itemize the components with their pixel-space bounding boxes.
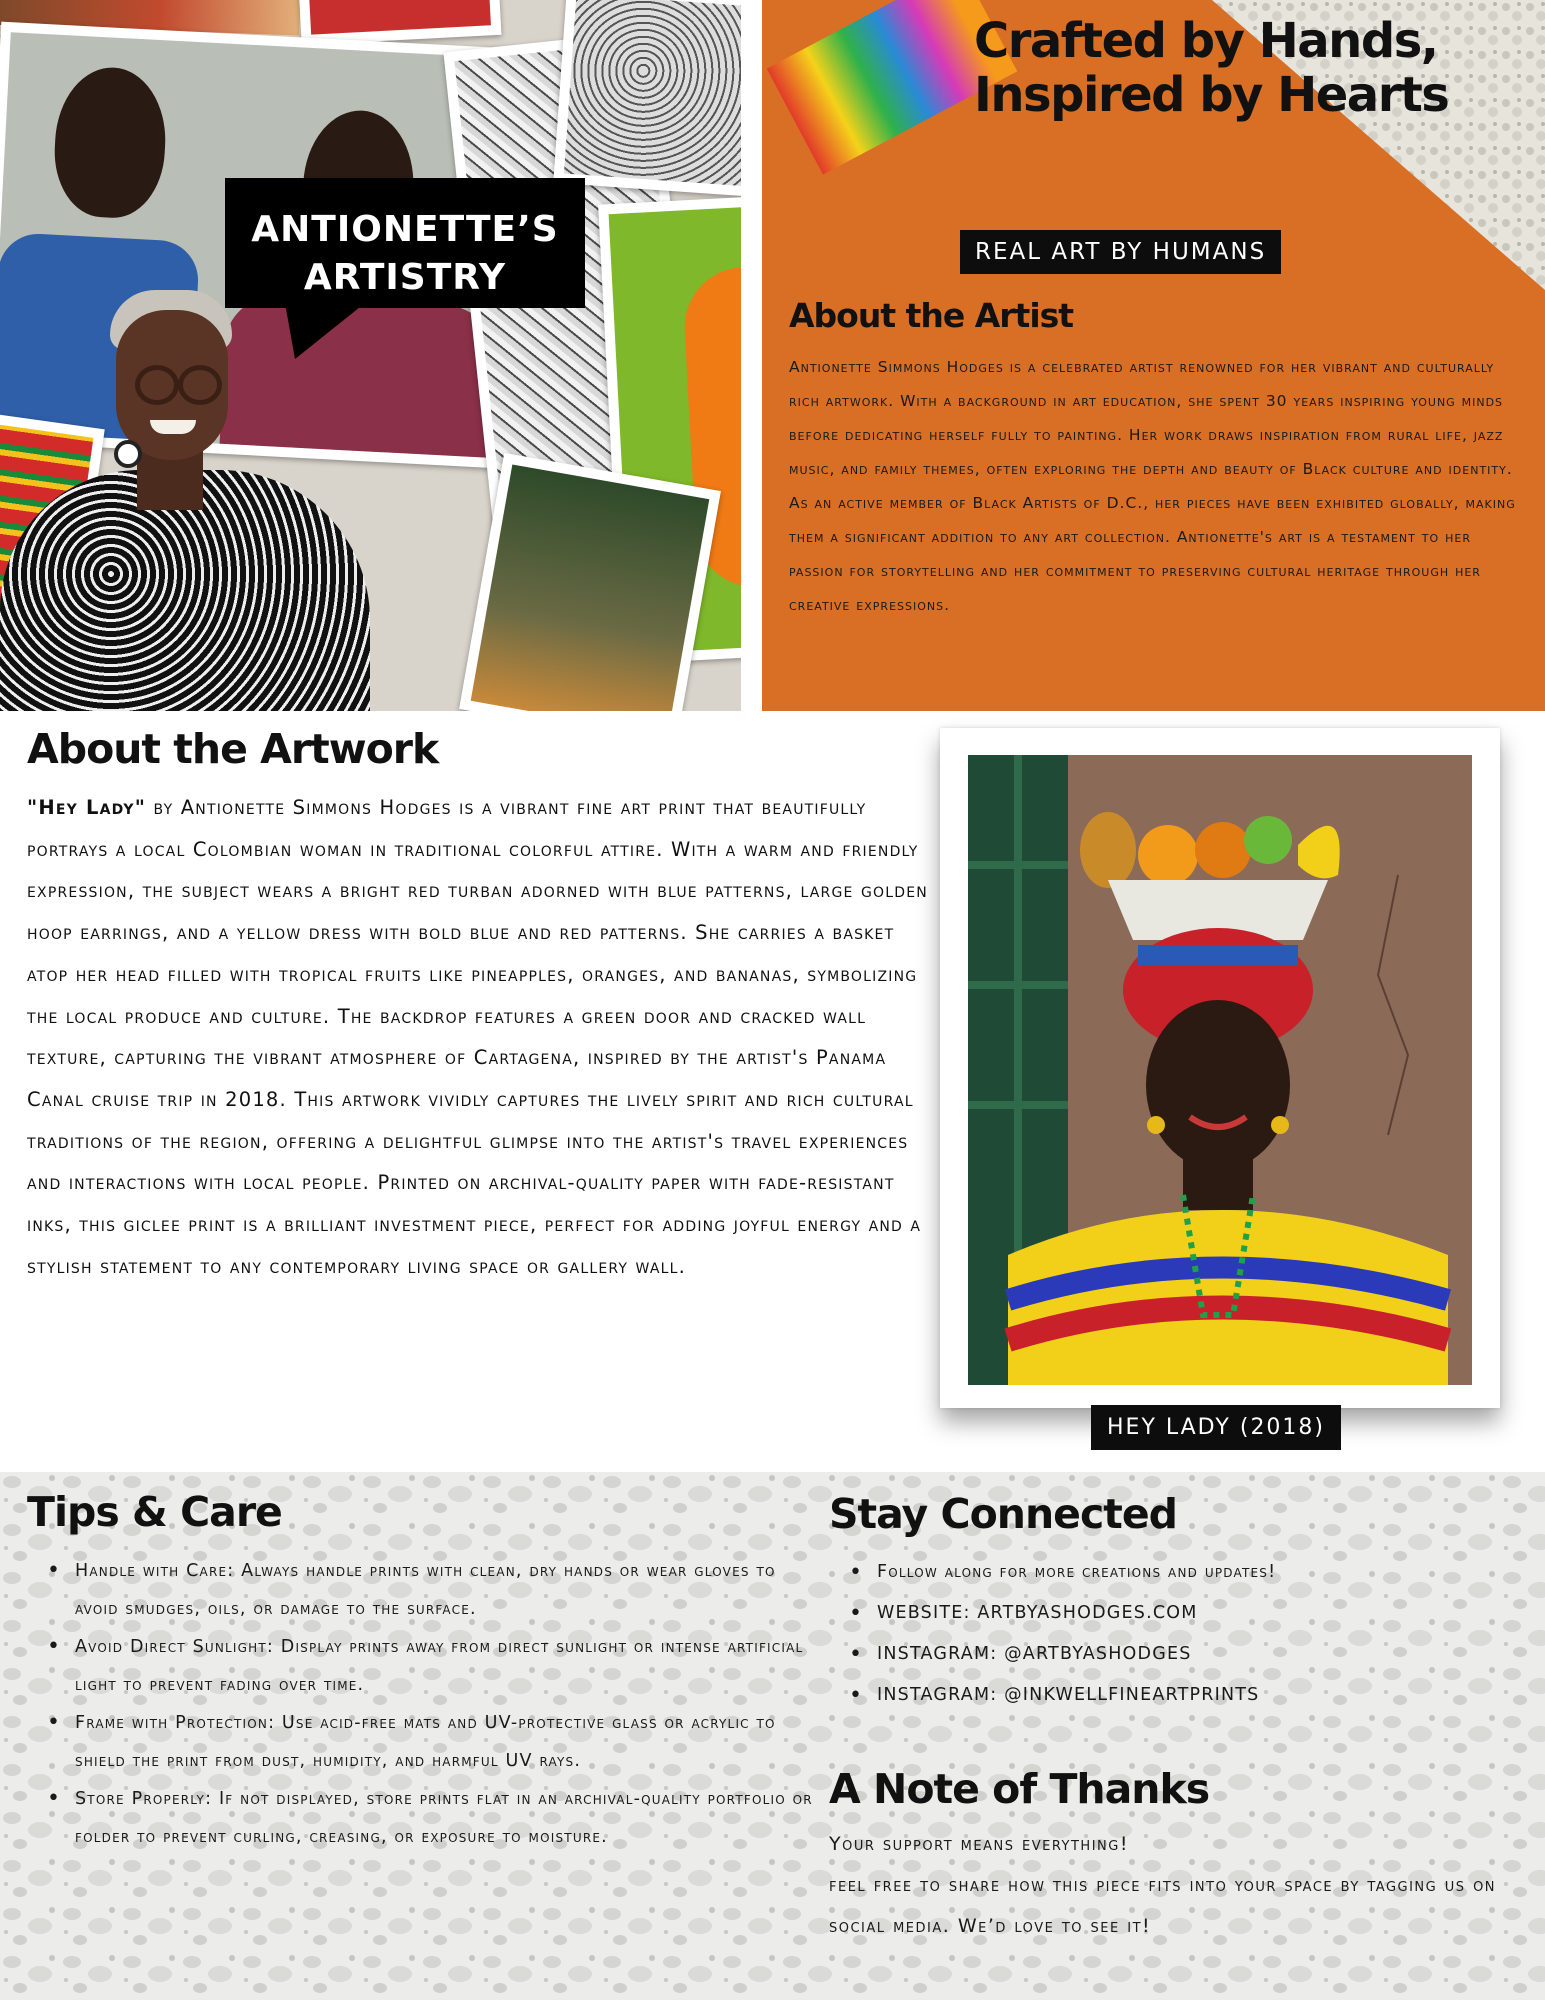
painting-print [459,453,721,711]
about-artist-panel [762,0,1545,711]
hey-lady-painting [968,755,1472,1385]
about-artist-text: Antionette Simmons Hodges is a celebrated artist renowned for her vibrant and culturally rich artwork. With a background in art education, she spent 30 years inspiring young minds before dedicating herself fully to painting. Her work draws inspiration from rural life, jazz music, and family themes, often exploring the depth and beauty of Black culture and identity. As an active member of Black Artists of D.C., her pieces have been exhibited globally, making them a significant addition to any art collection. Antionette's art is a testament to her passion for storytelling and her commitment to preserving cultural heritage through her creative expressions. [789,358,1516,614]
artwork-frame [940,728,1500,1408]
list-item: • Follow along for more creations and updates! [829,1552,1389,1593]
thanks-text [829,1824,1529,1947]
thanks-line-2: feel free to share how this piece fits into your space by tagging us on social media. We’d love to see it! [829,1874,1497,1937]
website-link[interactable]: • WEBSITE: ARTBYASHODGES.COM [829,1593,1389,1634]
artwork-title: "Hey Lady" [27,796,147,819]
thanks-line-1: Your support means everything! [829,1833,1129,1855]
tips-care-heading: Tips & Care [27,1488,282,1536]
tagline-heading: Crafted by Hands, Inspired by Hearts [974,13,1449,123]
speech-bubble-tail [285,303,375,363]
instagram-link[interactable]: • INSTAGRAM: @INKWELLFINEARTPRINTS [829,1675,1389,1716]
tips-list [27,1552,817,1856]
connect-list [829,1552,1389,1716]
about-artwork-text [27,787,937,1287]
bottom-section [0,1472,1545,2000]
about-artist-heading: About the Artist [789,296,1074,335]
note-of-thanks-heading: A Note of Thanks [829,1765,1210,1813]
instagram-link[interactable]: • INSTAGRAM: @ARTBYASHODGES [829,1634,1389,1675]
artwork-caption: HEY LADY (2018) [1091,1405,1341,1450]
stay-connected-heading: Stay Connected [829,1490,1178,1538]
about-artwork-heading: About the Artwork [27,725,439,773]
list-item: • Handle with Care: Always handle prints with clean, dry hands or wear gloves to avoid smudges, oils, or damage to the surface. [27,1552,817,1628]
list-item: • Frame with Protection: Use acid-free mats and UV-protective glass or acrylic to shield the print from dust, humidity, and harmful UV rays. [27,1704,817,1780]
list-item: • Avoid Direct Sunlight: Display prints away from direct sunlight or intense artificial light to prevent fading over time. [27,1628,817,1704]
list-item: • Store Properly: If not displayed, store prints flat in an archival-quality portfolio or folder to prevent curling, creasing, or exposure to moisture. [27,1780,817,1856]
brand-speech-bubble [225,178,585,358]
brand-name: ANTIONETTE’S ARTISTRY [251,209,559,298]
artwork-description: by Antionette Simmons Hodges is a vibrant fine art print that beautifully portrays a local Colombian woman in traditional colorful attire. With a warm and friendly expression, the subject wears a bright red turban adorned with blue patterns, large golden hoop earrings, and a yellow dress with bold blue and red patterns. She carries a basket atop her head filled with tropical fruits like pineapples, oranges, and bananas, symbolizing the local produce and culture. The backdrop features a green door and cracked wall texture, capturing the vibrant atmosphere of Cartagena, inspired by the artist's Panama Canal cruise trip in 2018. This artwork vividly captures the lively spirit and rich cultural traditions of the region, offering a delightful glimpse into the artist's travel experiences and interactions with local people. Printed on archival-quality paper with fade-resistant inks, this giclee print is a brilliant investment piece, perfect for adding joyful energy and a stylish statement to any contemporary living space or gallery wall. [27,796,928,1278]
painting-print [553,0,741,197]
artist-photo-collage [0,0,741,711]
real-art-badge: REAL ART BY HUMANS [960,230,1281,274]
